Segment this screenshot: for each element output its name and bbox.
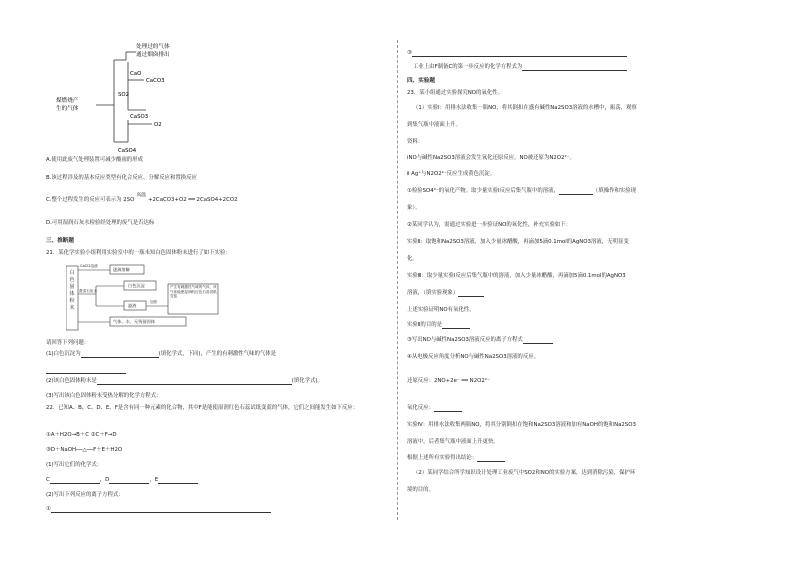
section-three-title: 三、推断题 xyxy=(46,238,74,244)
flow-box-baise: 白色沉淀 xyxy=(128,283,145,288)
q23-p1: （1）实验Ⅰ：用排水法收集一瓶NO，将其倒扣在盛有碱性Na2SO3溶液的水槽中，振荡，观察 xyxy=(413,105,637,111)
q23-p2b: 境的目的。 xyxy=(407,487,434,493)
q22-blank-d[interactable] xyxy=(109,478,149,484)
q22-part1-blanks xyxy=(46,477,198,484)
q21-blank-1b-line xyxy=(46,367,126,374)
q20-option-d: D.可用湿润石灰水检验经处理的废气是否达标 xyxy=(46,220,155,226)
q22-part2-c-label: ③ xyxy=(407,50,412,56)
q21-part3: (3)写出该白色固体粉末受热分解的化学方程式： xyxy=(46,393,162,399)
diagram-label-coal: 煤燃烧产 xyxy=(56,98,79,104)
q23-c1-a: ①检验SO4²⁻的氧化产物。取少量实验Ⅰ反应后集气瓶中的溶液， xyxy=(407,188,559,194)
q23-blank-ox[interactable] xyxy=(434,406,462,412)
q20-option-c-post: +2CaCO3+O2 ══ 2CaSO4+2CO2 xyxy=(147,197,238,203)
q22-part2: (2)写出下列反应的离子方程式： xyxy=(46,492,124,498)
flow-box-jiare: 加热 xyxy=(150,300,158,304)
q21-flow-lines xyxy=(66,262,256,336)
flow-box-bottom: 气体、水、无残留固体 xyxy=(113,319,155,324)
q23-blank-c3[interactable] xyxy=(523,338,553,344)
diagram-label-caso3: CaSO3 xyxy=(130,114,149,120)
flow-box-yanhui: 澄清石灰水 xyxy=(79,289,97,293)
diagram-label-caso4: CaSO4 xyxy=(118,148,137,154)
q23-c3 xyxy=(407,337,553,344)
flow-box-xiaoxi: 逐滴溶解 xyxy=(113,267,130,272)
q21-part1-b: (填化学式，下同)，产生的有刺激性气味的气体是 xyxy=(158,351,277,357)
q23-blank-c2b[interactable] xyxy=(458,291,484,297)
q23-stem: 23．某小组通过实验探究NO的氧化性。 xyxy=(407,90,503,96)
q22-part2-a xyxy=(46,506,271,513)
q23-blank-c2d[interactable] xyxy=(442,323,470,329)
q21-answer-title: 请回答下列问题： xyxy=(46,340,90,346)
q22-label-c: C xyxy=(46,477,50,483)
diagram-label-top2: 通过烟囱排出 xyxy=(136,52,170,58)
section-four-title: 四、实验题 xyxy=(407,78,435,84)
q21-part2-a: (2)该白色固体粉末是 xyxy=(46,378,97,384)
desulfurization-diagram xyxy=(46,40,206,155)
q23-c3-text: ③写出NO与碱性Na2SO3溶液反应的离子方程式 xyxy=(407,337,523,343)
q22-part1: (1)写出它们的化学式： xyxy=(46,462,103,468)
q23-c2bb-text: 溶液，（填实验现象） xyxy=(407,290,459,296)
q23-s4c-text: 根据上述所有实验得出结论： xyxy=(407,455,478,461)
diagram-label-top: 处理过的气体 xyxy=(136,44,170,50)
diagram-label-caco3: CaCO3 xyxy=(146,78,165,84)
diagram-label-cao: CaO xyxy=(130,71,142,77)
q21-blank-1[interactable] xyxy=(81,352,159,358)
q22-blank-c[interactable] xyxy=(50,478,100,484)
q22-label-e: ，E xyxy=(149,477,159,483)
q23-c2a: 实验Ⅱ：取饱和Na2SO3溶液，加入少量冰醋酸，再滴加5滴0.1mol的AgNO3溶液，无明显变 xyxy=(407,239,629,245)
q23-c2c: 上述实验证明NO有氧化性。 xyxy=(407,307,475,313)
q22-blank-2c[interactable] xyxy=(412,51,627,57)
q23-ziliao: 资料： xyxy=(407,139,424,145)
q23-p1b: 到集气瓶中液面上升。 xyxy=(407,122,461,128)
q23-c2b: 实验Ⅲ：取少量实验Ⅰ反应后集气瓶中的溶液，加入少量冰醋酸，再滴加5滴0.1mol的AgNO3 xyxy=(407,273,626,279)
flow-box-cacl2: CaCl2溶液 xyxy=(80,264,98,268)
q22-part3 xyxy=(413,64,627,71)
q22-stem-1 xyxy=(46,405,382,412)
q22-part2-c xyxy=(407,50,627,57)
q23-s4c xyxy=(407,455,505,462)
q23-c1 xyxy=(407,188,636,195)
q22-blank-2a[interactable] xyxy=(51,507,271,513)
q21-part2-b: (填化学式)。 xyxy=(291,378,323,384)
diagram-label-o2: O2 xyxy=(154,122,162,128)
flow-box-right: 产生有刺激性气味的气体，该气体能使湿润的红色石蕊试纸变蓝 xyxy=(170,285,217,299)
q20-option-b: B.该过程涉及的基本反应类型有化合反应、分解反应和置换反应 xyxy=(46,175,197,181)
q23-ziliao-1: ⅰNO与碱性Na2SO3溶液会发生氧化还原反应，NO被还原为N2O2²⁻。 xyxy=(407,155,575,161)
q23-c4: ④从电极反应角度分析NO与碱性Na2SO3溶液的反应。 xyxy=(407,354,539,360)
diagram-label-so2: SO2 xyxy=(118,92,130,98)
q21-blank-1b[interactable] xyxy=(46,368,126,374)
q20-option-a: A.使用此废气处理装置可减少酸雨的形成 xyxy=(46,157,143,163)
q20-option-c-cond: 高温 xyxy=(136,193,146,198)
q23-s4b: 溶液中，后者集气瓶中液面上升更快。 xyxy=(407,439,499,445)
q23-reduction: 还原反应：2NO+2e⁻ ══ N2O2²⁻ xyxy=(407,378,490,384)
q23-c2d xyxy=(407,322,470,329)
q20-option-c-pre: C.整个过程发生的反应可表示为 2SO xyxy=(46,197,135,203)
q22-reactions-2: ③D＋NaOH──△──F＋E＋H2O xyxy=(46,447,123,453)
q21-flowchart xyxy=(66,262,256,336)
q23-oxidation-label: 氧化反应： xyxy=(407,405,434,411)
q23-c2ab: 化。 xyxy=(407,256,418,262)
q23-c2bb xyxy=(407,290,484,297)
q22-label-d: ，D xyxy=(99,477,110,483)
q22-part3-text: 工业上由F制备C的第一步反应的化学方程式为 xyxy=(413,64,523,70)
q22-stem: 22．已知A、B、C、D、E、F是含有同一种元素的化合物，其中F是能使湿润红色石蕊试纸变蓝的气体，它们之间能发生如下反应： xyxy=(46,405,359,411)
q22-blank-e[interactable] xyxy=(158,478,198,484)
q23-oxidation xyxy=(407,405,462,412)
q21-part1 xyxy=(46,351,276,358)
flow-box-main: 白色固体粉末 xyxy=(69,270,75,311)
q23-c2: ②某同学认为，需通过实验进一步验证NO的氧化性，补充实验如下： xyxy=(407,222,572,228)
q22-part2-a-label: ① xyxy=(46,506,51,512)
q21-stem: 21．某化学实验小组利用实验室中的一瓶未知白色固体粉末进行了如下实验： xyxy=(46,250,231,256)
q21-part1-a: (1)白色沉淀为 xyxy=(46,351,81,357)
q23-p2: （2）某同学结合所学知识设计处理工业废气中SO2和NO的实验方案，达到消除污染，保护环 xyxy=(413,470,636,476)
flow-box-lvye: 滤液 xyxy=(128,303,137,308)
q23-ziliao-2: ⅱ Ag⁺与N2O2²⁻反应生成黄色沉淀。 xyxy=(407,171,496,177)
q23-c1-b: （填操作和实验现 xyxy=(592,188,637,194)
q22-blank-3[interactable] xyxy=(522,65,627,71)
q20-option-c xyxy=(46,193,238,204)
q22-reactions-1: ①A＋H2O→B＋C ②C＋F→D xyxy=(46,432,117,438)
q21-blank-2[interactable] xyxy=(97,379,292,385)
q23-s4: 实验Ⅳ：用排水法收集两瓶NO，将其分别倒扣在饱和Na2SO3溶液和加有NaOH的饱和Na2SO3 xyxy=(407,422,636,428)
diagram-label-coal2: 生的气体 xyxy=(56,106,79,112)
column-divider xyxy=(397,40,398,520)
q23-c2d-text: 实验Ⅱ的目的是 xyxy=(407,322,442,328)
q23-c1c: 象）。 xyxy=(407,205,421,211)
q21-part2 xyxy=(46,378,323,385)
q23-blank-c1[interactable] xyxy=(559,189,593,195)
q23-blank-s4c[interactable] xyxy=(477,456,505,462)
